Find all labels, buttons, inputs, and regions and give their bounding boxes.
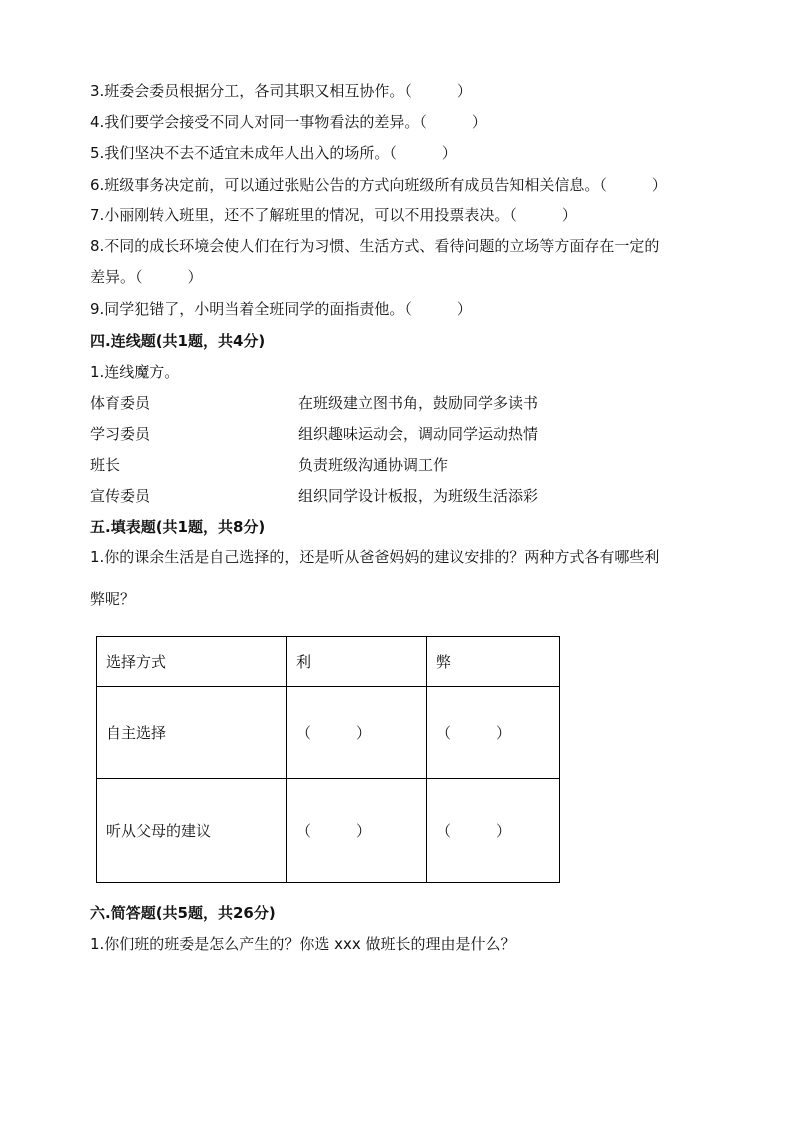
header-advantage: 利 [287,637,427,687]
answer-table [96,636,560,883]
header-disadvantage: 弊 [427,637,560,687]
answer-blank[interactable]: （ ） [427,779,560,883]
match-left-item: 学习委员 [90,425,151,443]
judgment-item-6: 6.班级事务决定前，可以通过张贴公告的方式向班级所有成员告知相关信息。（ ） [90,176,667,194]
table-row [97,779,560,883]
judgment-item-7: 7.小丽刚转入班里，还不了解班里的情况，可以不用投票表决。（ ） [90,206,577,224]
short-answer-question: 1.你们班的班委是怎么产生的？你选 xxx 做班长的理由是什么？ [90,935,516,953]
match-left-item: 宣传委员 [90,487,151,505]
row-label-parents-advice: 听从父母的建议 [97,779,287,883]
match-right-item: 在班级建立图书角，鼓励同学多读书 [298,394,539,412]
judgment-item-9: 9.同学犯错了，小明当着全班同学的面指责他。（ ） [90,300,472,318]
judgment-item-8-line1: 8.不同的成长环境会使人们在行为习惯、生活方式、看待问题的立场等方面存在一定的 [90,237,660,255]
fill-question-line2: 弊呢？ [90,590,136,608]
section-heading-5: 五.填表题(共1题，共8分) [90,518,266,536]
table-row [97,687,560,779]
header-method: 选择方式 [97,637,287,687]
answer-blank[interactable]: （ ） [287,779,427,883]
judgment-item-3: 3.班委会委员根据分工，各司其职又相互协作。（ ） [90,82,472,100]
row-label-self-choice: 自主选择 [97,687,287,779]
matching-question: 1.连线魔方。 [90,363,180,381]
match-right-item: 负责班级沟通协调工作 [298,456,449,474]
match-left-item: 体育委员 [90,394,151,412]
section-heading-4: 四.连线题(共1题，共4分) [90,332,266,350]
section-heading-6: 六.简答题(共5题，共26分) [90,904,276,922]
match-right-item: 组织趣味运动会，调动同学运动热情 [298,425,539,443]
answer-blank[interactable]: （ ） [287,687,427,779]
answer-blank[interactable]: （ ） [427,687,560,779]
table-header-row [97,637,560,687]
judgment-item-5: 5.我们坚决不去不适宜未成年人出入的场所。（ ） [90,144,457,162]
match-right-item: 组织同学设计板报，为班级生活添彩 [298,487,539,505]
judgment-item-4: 4.我们要学会接受不同人对同一事物看法的差异。（ ） [90,113,487,131]
match-left-item: 班长 [90,456,121,474]
judgment-item-8-line2: 差异。（ ） [90,268,203,286]
fill-question-line1: 1.你的课余生活是自己选择的，还是听从爸爸妈妈的建议安排的？两种方式各有哪些利 [90,548,660,566]
